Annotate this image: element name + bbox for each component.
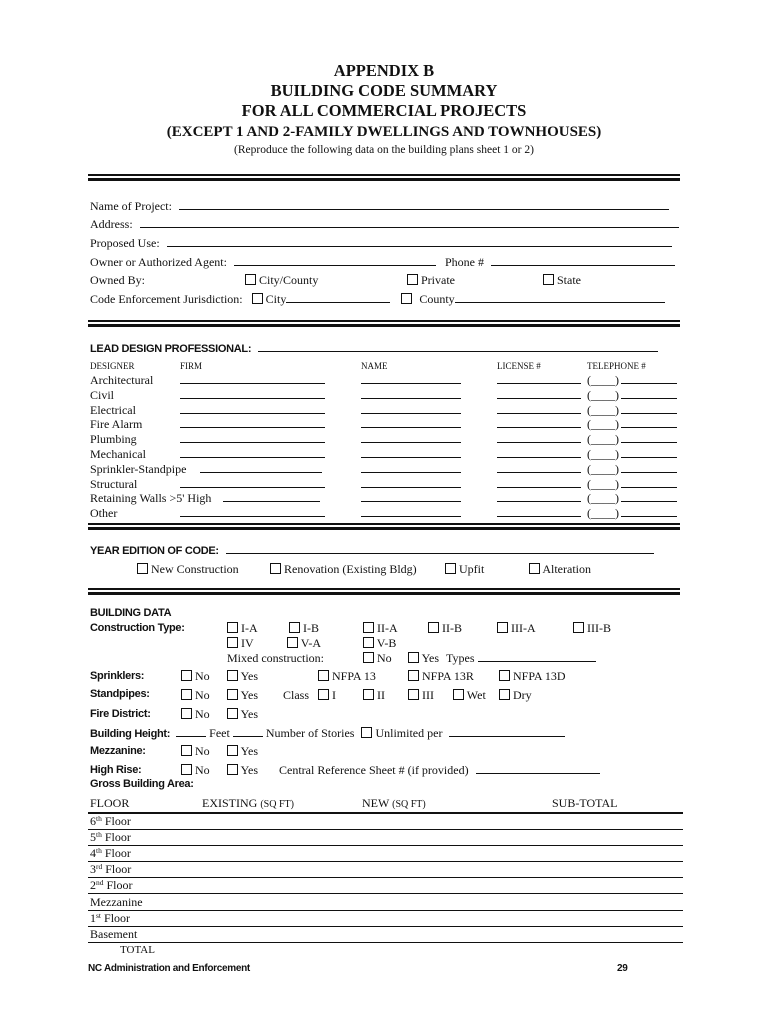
phone-label: Phone # bbox=[444, 255, 484, 269]
address-field[interactable] bbox=[140, 217, 679, 228]
fire-district-yes[interactable] bbox=[227, 707, 258, 722]
summary-title: BUILDING CODE SUMMARY bbox=[270, 81, 498, 100]
mixed-yes-checkbox[interactable] bbox=[408, 652, 419, 663]
nfpa-13r[interactable] bbox=[408, 669, 474, 684]
designer-row bbox=[90, 462, 682, 476]
standpipes-label: Standpipes: bbox=[90, 688, 150, 700]
section-divider bbox=[88, 174, 680, 181]
year-edition-heading: YEAR EDITION OF CODE: bbox=[90, 545, 219, 557]
license-field[interactable] bbox=[497, 417, 581, 428]
fire-district-no[interactable] bbox=[181, 707, 210, 722]
row-rule bbox=[88, 829, 683, 830]
nfpa-13-label: NFPA 13 bbox=[332, 669, 376, 683]
designer-discipline: Civil bbox=[90, 387, 115, 402]
renovation-checkbox[interactable] bbox=[270, 563, 281, 574]
floor-row[interactable] bbox=[90, 814, 131, 829]
row-rule bbox=[88, 926, 683, 927]
name-field[interactable] bbox=[361, 373, 461, 384]
floor-label: Floor bbox=[104, 846, 131, 861]
name-field[interactable] bbox=[361, 506, 461, 517]
high-rise-yes-checkbox[interactable] bbox=[227, 764, 238, 775]
jurisdiction-label: Code Enforcement Jurisdiction: bbox=[90, 292, 243, 306]
jurisdiction-city-checkbox[interactable] bbox=[252, 293, 263, 304]
alteration-option[interactable] bbox=[529, 562, 591, 577]
type-i-a-checkbox[interactable] bbox=[227, 622, 238, 633]
high-rise-yes[interactable] bbox=[227, 763, 258, 778]
fire-district-yes-checkbox[interactable] bbox=[227, 708, 238, 719]
name-field[interactable] bbox=[361, 417, 461, 428]
section-divider bbox=[88, 588, 680, 595]
type-iii-b-checkbox[interactable] bbox=[573, 622, 584, 633]
license-field[interactable] bbox=[497, 462, 581, 473]
floor-number: 6 bbox=[90, 814, 96, 828]
license-field[interactable] bbox=[497, 506, 581, 517]
standpipes-no[interactable] bbox=[181, 688, 210, 703]
fire-district-no-label: No bbox=[195, 707, 210, 721]
telephone-field[interactable] bbox=[621, 491, 677, 502]
designer-row bbox=[90, 432, 682, 446]
standpipes-yes-checkbox[interactable] bbox=[227, 689, 238, 700]
reproduce-note: (Reproduce the following data on the building plans sheet 1 or 2) bbox=[234, 144, 534, 156]
existing-unit: (SQ FT) bbox=[260, 799, 294, 810]
floor-row[interactable] bbox=[90, 846, 131, 861]
designer-discipline: Other bbox=[90, 506, 118, 521]
project-name-label: Name of Project: bbox=[90, 199, 172, 213]
floor-label: Floor bbox=[104, 830, 131, 845]
designer-row bbox=[90, 373, 682, 387]
city-county-checkbox[interactable] bbox=[245, 274, 256, 285]
new-unit: (SQ FT) bbox=[392, 799, 426, 810]
type-i-b-checkbox[interactable] bbox=[289, 622, 300, 633]
floor-number: 1 bbox=[90, 910, 96, 925]
designer-row bbox=[90, 388, 682, 402]
designer-row bbox=[90, 447, 682, 461]
col-telephone: TELEPHONE # bbox=[587, 361, 646, 371]
col-new bbox=[362, 796, 426, 811]
high-rise-no-checkbox[interactable] bbox=[181, 764, 192, 775]
nfpa-13r-checkbox[interactable] bbox=[408, 670, 419, 681]
nfpa-13r-label: NFPA 13R bbox=[422, 669, 474, 683]
floor-ordinal: th bbox=[96, 814, 102, 823]
floor-row[interactable] bbox=[90, 927, 137, 942]
name-field[interactable] bbox=[361, 477, 461, 488]
designer-discipline: Retaining Walls >5' High bbox=[90, 491, 212, 506]
designer-discipline: Fire Alarm bbox=[90, 417, 143, 432]
type-v-a[interactable] bbox=[287, 636, 321, 651]
sprinklers-no-checkbox[interactable] bbox=[181, 670, 192, 681]
owner-row bbox=[90, 255, 675, 270]
mixed-no-checkbox[interactable] bbox=[363, 652, 374, 663]
stories-label: Number of Stories bbox=[265, 726, 355, 740]
telephone-field[interactable] bbox=[621, 373, 677, 384]
telephone-area-code[interactable]: (____) bbox=[587, 387, 619, 402]
section-divider bbox=[88, 320, 680, 327]
license-field[interactable] bbox=[497, 373, 581, 384]
type-i-a[interactable] bbox=[227, 621, 258, 636]
dry-label: Dry bbox=[513, 688, 532, 702]
type-iii-a[interactable] bbox=[497, 621, 536, 636]
telephone-area-code[interactable]: (____) bbox=[587, 402, 619, 417]
lead-design-heading: LEAD DESIGN PROFESSIONAL: bbox=[90, 343, 252, 355]
sprinklers-no-label: No bbox=[195, 669, 210, 683]
name-field[interactable] bbox=[361, 388, 461, 399]
unlimited-checkbox[interactable] bbox=[361, 727, 372, 738]
floor-row[interactable] bbox=[90, 830, 131, 845]
telephone-area-code[interactable]: (____) bbox=[587, 461, 619, 476]
floor-ordinal: th bbox=[96, 846, 102, 856]
telephone-area-code[interactable]: (____) bbox=[587, 373, 619, 387]
floor-ordinal: st bbox=[96, 910, 102, 920]
type-i-b-label: I-B bbox=[303, 621, 319, 635]
firm-field[interactable] bbox=[223, 491, 320, 502]
type-iii-b-label: III-B bbox=[587, 621, 611, 635]
telephone-area-code[interactable]: (____) bbox=[587, 447, 619, 461]
floor-label: Basement bbox=[90, 926, 138, 941]
unlimited-label: Unlimited per bbox=[375, 726, 443, 740]
mezzanine-no[interactable] bbox=[181, 744, 210, 759]
wet-label: Wet bbox=[466, 688, 486, 702]
mezzanine-yes-checkbox[interactable] bbox=[227, 745, 238, 756]
firm-field[interactable] bbox=[180, 432, 325, 443]
firm-field[interactable] bbox=[180, 477, 325, 488]
mixed-yes-label: Yes bbox=[421, 651, 440, 665]
telephone-field[interactable] bbox=[621, 403, 677, 414]
firm-field[interactable] bbox=[200, 462, 322, 473]
floor-row[interactable] bbox=[90, 878, 133, 893]
name-field[interactable] bbox=[361, 447, 461, 458]
designer-discipline: Sprinkler-Standpipe bbox=[90, 461, 187, 476]
col-floor: FLOOR bbox=[90, 796, 130, 810]
class-i-checkbox[interactable] bbox=[318, 689, 329, 700]
new-label: NEW bbox=[362, 796, 390, 810]
high-rise-yes-label: Yes bbox=[240, 763, 259, 777]
standpipes-no-label: No bbox=[195, 688, 210, 702]
name-field[interactable] bbox=[361, 432, 461, 443]
sprinklers-yes-checkbox[interactable] bbox=[227, 670, 238, 681]
type-ii-a-label: II-A bbox=[377, 621, 398, 635]
owner-label: Owner or Authorized Agent: bbox=[90, 255, 227, 269]
designer-discipline: Plumbing bbox=[90, 432, 137, 447]
nfpa-13d-label: NFPA 13D bbox=[513, 669, 566, 683]
class-i-label: I bbox=[332, 688, 336, 702]
type-iv[interactable] bbox=[227, 636, 254, 651]
mixed-types-label: Types bbox=[446, 651, 475, 665]
designer-row bbox=[90, 506, 682, 520]
nfpa-13d-checkbox[interactable] bbox=[499, 670, 510, 681]
class-ii-label: II bbox=[377, 688, 385, 702]
floor-ordinal: nd bbox=[96, 878, 104, 888]
license-field[interactable] bbox=[497, 491, 581, 502]
owned-private[interactable] bbox=[407, 273, 455, 288]
building-data-heading: BUILDING DATA bbox=[90, 607, 172, 619]
standpipes-yes[interactable] bbox=[227, 688, 258, 703]
col-firm: FIRM bbox=[180, 361, 203, 371]
lead-design-field[interactable] bbox=[258, 341, 658, 352]
mixed-no-label: No bbox=[377, 651, 392, 665]
high-rise-no-label: No bbox=[195, 763, 210, 777]
alteration-label: Alteration bbox=[542, 562, 591, 576]
type-ii-b[interactable] bbox=[428, 621, 462, 636]
class-i[interactable] bbox=[318, 688, 336, 703]
class-iii[interactable] bbox=[408, 688, 434, 703]
type-v-b-checkbox[interactable] bbox=[363, 637, 374, 648]
new-construction-label: New Construction bbox=[151, 562, 239, 576]
telephone-field[interactable] bbox=[621, 506, 677, 517]
nfpa-13d[interactable] bbox=[499, 669, 566, 684]
designer-row bbox=[90, 417, 682, 431]
high-rise-label: High Rise: bbox=[90, 764, 142, 776]
jurisdiction-county-checkbox[interactable] bbox=[401, 293, 412, 304]
name-field[interactable] bbox=[361, 462, 461, 473]
jurisdiction-county-label: County bbox=[419, 292, 455, 306]
mezzanine-yes-label: Yes bbox=[240, 744, 259, 758]
construction-type-label: Construction Type: bbox=[90, 622, 185, 634]
project-name-row bbox=[90, 199, 669, 214]
row-rule bbox=[88, 893, 683, 894]
alteration-checkbox[interactable] bbox=[529, 563, 540, 574]
page-number: 29 bbox=[617, 963, 628, 974]
floor-number: 2 bbox=[90, 878, 96, 893]
type-iii-a-label: III-A bbox=[511, 621, 536, 635]
floor-number: 3 bbox=[90, 862, 96, 877]
mezzanine-no-checkbox[interactable] bbox=[181, 745, 192, 756]
type-v-b-label: V-B bbox=[376, 636, 397, 650]
floor-label: Floor bbox=[106, 878, 133, 893]
dry-checkbox[interactable] bbox=[499, 689, 510, 700]
designer-discipline: Structural bbox=[90, 476, 138, 491]
license-field[interactable] bbox=[497, 447, 581, 458]
standpipes-yes-label: Yes bbox=[240, 688, 259, 702]
class-label: Class bbox=[283, 688, 310, 702]
fire-district-no-checkbox[interactable] bbox=[181, 708, 192, 719]
telephone-area-code[interactable]: (____) bbox=[587, 491, 619, 506]
fire-district-yes-label: Yes bbox=[240, 707, 259, 721]
mixed-construction-label: Mixed construction: bbox=[227, 651, 324, 665]
mezzanine-label: Mezzanine: bbox=[90, 745, 146, 757]
section-divider bbox=[88, 523, 680, 530]
central-reference-field[interactable] bbox=[476, 763, 600, 774]
designer-discipline: Electrical bbox=[90, 402, 136, 417]
telephone-field[interactable] bbox=[621, 417, 677, 428]
building-height-label: Building Height: bbox=[90, 728, 171, 740]
footer-title: NC Administration and Enforcement bbox=[88, 963, 250, 974]
building-height-row bbox=[90, 726, 565, 741]
mezzanine-no-label: No bbox=[195, 744, 210, 758]
address-row bbox=[90, 217, 679, 232]
telephone-field[interactable] bbox=[621, 462, 677, 473]
mixed-no[interactable] bbox=[363, 651, 392, 666]
firm-field[interactable] bbox=[180, 447, 325, 458]
type-v-a-label: V-A bbox=[300, 636, 322, 650]
county-field[interactable] bbox=[455, 292, 665, 303]
jurisdiction-row bbox=[90, 292, 665, 307]
firm-field[interactable] bbox=[180, 388, 325, 399]
year-edition-field[interactable] bbox=[226, 543, 654, 554]
telephone-field[interactable] bbox=[621, 477, 677, 488]
mezzanine-yes[interactable] bbox=[227, 744, 258, 759]
type-iii-a-checkbox[interactable] bbox=[497, 622, 508, 633]
central-reference-label: Central Reference Sheet # (if provided) bbox=[279, 763, 469, 777]
feet-label: Feet bbox=[209, 726, 230, 740]
license-field[interactable] bbox=[497, 403, 581, 414]
type-iv-label: IV bbox=[241, 636, 254, 650]
telephone-field[interactable] bbox=[621, 432, 677, 443]
appendix-title: APPENDIX B bbox=[333, 61, 435, 80]
new-construction-checkbox[interactable] bbox=[137, 563, 148, 574]
city-county-label: City/County bbox=[259, 273, 319, 287]
sprinklers-yes[interactable] bbox=[227, 669, 258, 684]
upfit-option[interactable] bbox=[445, 562, 484, 577]
renovation-option[interactable] bbox=[270, 562, 417, 577]
designer-row bbox=[90, 491, 682, 505]
fire-district-label: Fire District: bbox=[90, 708, 151, 720]
type-iii-b[interactable] bbox=[573, 621, 611, 636]
class-dry[interactable] bbox=[499, 688, 532, 703]
type-i-a-label: I-A bbox=[241, 621, 258, 635]
col-subtotal: SUB-TOTAL bbox=[552, 796, 618, 810]
firm-field[interactable] bbox=[180, 417, 325, 428]
height-feet-field[interactable] bbox=[176, 726, 206, 737]
floor-label: Floor bbox=[104, 910, 131, 925]
col-designer: DESIGNER bbox=[90, 361, 135, 371]
class-wet[interactable] bbox=[453, 688, 486, 703]
exception-subtitle: (EXCEPT 1 AND 2-FAMILY DWELLINGS AND TOWNHOUSES) bbox=[166, 124, 602, 140]
name-field[interactable] bbox=[361, 403, 461, 414]
floor-label: Mezzanine bbox=[90, 894, 143, 909]
floor-ordinal: th bbox=[96, 830, 102, 840]
owned-by-label: Owned By: bbox=[90, 273, 145, 287]
wet-checkbox[interactable] bbox=[453, 689, 464, 700]
telephone-area-code[interactable]: (____) bbox=[587, 476, 619, 491]
address-label: Address: bbox=[90, 217, 133, 231]
private-checkbox[interactable] bbox=[407, 274, 418, 285]
type-iv-checkbox[interactable] bbox=[227, 637, 238, 648]
proposed-use-row bbox=[90, 236, 672, 251]
row-rule bbox=[88, 877, 683, 878]
type-ii-b-label: II-B bbox=[442, 621, 462, 635]
firm-field[interactable] bbox=[180, 506, 325, 517]
floor-label: Floor bbox=[104, 814, 131, 828]
type-v-b[interactable] bbox=[363, 636, 396, 651]
year-edition-row bbox=[90, 543, 654, 558]
nfpa-13-checkbox[interactable] bbox=[318, 670, 329, 681]
state-label: State bbox=[557, 273, 581, 287]
upfit-label: Upfit bbox=[459, 562, 485, 576]
renovation-label: Renovation (Existing Bldg) bbox=[284, 562, 417, 576]
owned-state[interactable] bbox=[543, 273, 581, 288]
private-label: Private bbox=[421, 273, 455, 287]
state-checkbox[interactable] bbox=[543, 274, 554, 285]
unlimited-field[interactable] bbox=[449, 726, 565, 737]
designer-discipline: Architectural bbox=[90, 373, 154, 387]
sprinklers-label: Sprinklers: bbox=[90, 670, 145, 682]
floor-number: 5 bbox=[90, 830, 96, 845]
central-reference-row bbox=[279, 763, 600, 778]
floor-label: Floor bbox=[105, 862, 132, 877]
floor-number: 4 bbox=[90, 846, 96, 861]
owner-field[interactable] bbox=[234, 255, 436, 266]
upfit-checkbox[interactable] bbox=[445, 563, 456, 574]
proposed-use-field[interactable] bbox=[167, 236, 672, 247]
floor-row[interactable] bbox=[90, 911, 130, 926]
nfpa-13[interactable] bbox=[318, 669, 376, 684]
row-rule bbox=[88, 910, 683, 911]
row-rule bbox=[88, 942, 683, 943]
telephone-area-code[interactable]: (____) bbox=[587, 432, 619, 447]
jurisdiction-city-label: City bbox=[265, 292, 287, 306]
license-field[interactable] bbox=[497, 477, 581, 488]
sprinklers-no[interactable] bbox=[181, 669, 210, 684]
standpipes-no-checkbox[interactable] bbox=[181, 689, 192, 700]
type-i-b[interactable] bbox=[289, 621, 319, 636]
phone-field[interactable] bbox=[491, 255, 675, 266]
telephone-area-code[interactable]: (____) bbox=[587, 417, 619, 432]
name-field[interactable] bbox=[361, 491, 461, 502]
mixed-yes[interactable] bbox=[408, 651, 596, 666]
existing-label: EXISTING bbox=[202, 796, 258, 810]
firm-field[interactable] bbox=[180, 403, 325, 414]
type-ii-a[interactable] bbox=[363, 621, 398, 636]
city-field[interactable] bbox=[286, 292, 390, 303]
proposed-use-label: Proposed Use: bbox=[90, 236, 160, 250]
floor-row[interactable] bbox=[90, 895, 143, 910]
sprinklers-yes-label: Yes bbox=[240, 669, 259, 683]
col-name: NAME bbox=[361, 361, 388, 371]
type-ii-b-checkbox[interactable] bbox=[428, 622, 439, 633]
license-field[interactable] bbox=[497, 432, 581, 443]
stories-field[interactable] bbox=[233, 726, 263, 737]
class-iii-checkbox[interactable] bbox=[408, 689, 419, 700]
project-name-field[interactable] bbox=[179, 199, 669, 210]
row-rule bbox=[88, 845, 683, 846]
row-rule bbox=[88, 861, 683, 862]
firm-field[interactable] bbox=[180, 373, 325, 384]
designer-discipline: Mechanical bbox=[90, 447, 146, 461]
designer-row bbox=[90, 403, 682, 417]
class-ii[interactable] bbox=[363, 688, 385, 703]
class-ii-checkbox[interactable] bbox=[363, 689, 374, 700]
projects-title: FOR ALL COMMERCIAL PROJECTS bbox=[241, 101, 527, 120]
owned-city-county[interactable] bbox=[245, 273, 318, 288]
telephone-field[interactable] bbox=[621, 447, 677, 458]
total-label: TOTAL bbox=[120, 944, 155, 956]
gross-area-label: Gross Building Area: bbox=[90, 778, 194, 790]
license-field[interactable] bbox=[497, 388, 581, 399]
mixed-types-field[interactable] bbox=[478, 651, 596, 662]
floor-row[interactable] bbox=[90, 862, 131, 877]
floor-ordinal: rd bbox=[96, 862, 103, 872]
table-top-rule bbox=[88, 812, 683, 814]
new-construction-option[interactable] bbox=[137, 562, 239, 577]
class-iii-label: III bbox=[422, 688, 434, 702]
col-existing bbox=[202, 796, 294, 811]
designer-row bbox=[90, 477, 682, 491]
telephone-area-code[interactable]: (____) bbox=[587, 506, 619, 521]
col-license: LICENSE # bbox=[497, 361, 541, 371]
type-ii-a-checkbox[interactable] bbox=[363, 622, 374, 633]
type-v-a-checkbox[interactable] bbox=[287, 637, 298, 648]
telephone-field[interactable] bbox=[621, 388, 677, 399]
lead-design-row bbox=[90, 341, 658, 356]
high-rise-no[interactable] bbox=[181, 763, 210, 778]
